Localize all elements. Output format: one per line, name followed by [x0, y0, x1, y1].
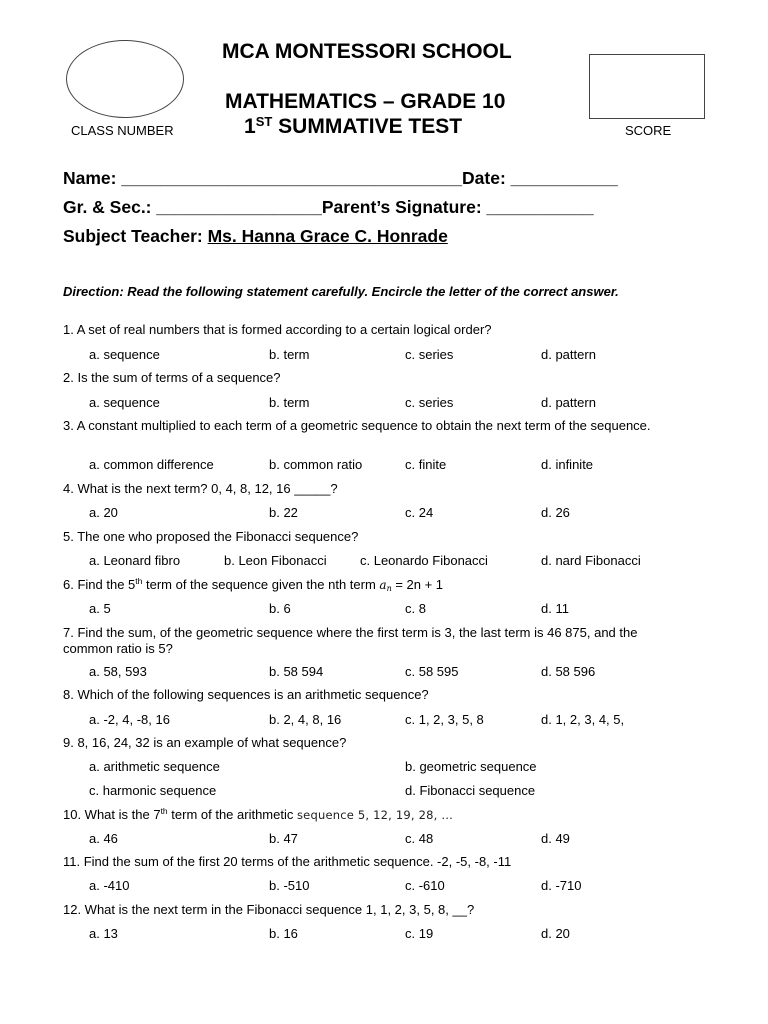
question-4: 4. What is the next term? 0, 4, 8, 12, 16 _____?: [63, 481, 338, 496]
option-2a[interactable]: a. sequence: [89, 395, 160, 410]
question-2: 2. Is the sum of terms of a sequence?: [63, 370, 281, 385]
school-name: MCA MONTESSORI SCHOOL: [222, 40, 512, 63]
name-label: Name:: [63, 168, 117, 188]
grade-row: [63, 197, 594, 218]
q6-text-pre: 6. Find the 5: [63, 577, 136, 592]
grade-line[interactable]: _________________: [156, 197, 322, 217]
q6-math-sub: n: [386, 584, 392, 593]
option-1d[interactable]: d. pattern: [541, 347, 596, 362]
option-1b[interactable]: b. term: [269, 347, 310, 362]
option-5a[interactable]: a. Leonard fibro: [89, 553, 181, 568]
question-9: 9. 8, 16, 24, 32 is an example of what sequence?: [63, 735, 347, 750]
q10-text-mid: term of the arithmetic: [167, 807, 297, 822]
question-5: 5. The one who proposed the Fibonacci sequence?: [63, 529, 359, 544]
option-9b[interactable]: b. geometric sequence: [405, 759, 537, 774]
option-10d[interactable]: d. 49: [541, 831, 570, 846]
option-6c[interactable]: c. 8: [405, 601, 426, 616]
date-label: Date:: [462, 168, 506, 188]
question-3: 3. A constant multiplied to each term of a geometric sequence to obtain the next term of the sequence.: [63, 418, 651, 433]
option-8c[interactable]: c. 1, 2, 3, 5, 8: [405, 712, 484, 727]
option-8a[interactable]: a. -2, 4, -8, 16: [89, 712, 170, 727]
option-3c[interactable]: c. finite: [405, 457, 447, 472]
teacher-row: [63, 226, 448, 247]
q10-text-pre: 10. What is the 7: [63, 807, 161, 822]
option-1a[interactable]: a. sequence: [89, 347, 160, 362]
option-11a[interactable]: a. -410: [89, 878, 130, 893]
option-2d[interactable]: d. pattern: [541, 395, 596, 410]
test-number-suffix: ST: [255, 114, 273, 129]
option-11c[interactable]: c. -610: [405, 878, 445, 893]
q10-sup: th: [160, 806, 168, 816]
option-3b[interactable]: b. common ratio: [269, 457, 363, 472]
teacher-label: Subject Teacher:: [63, 226, 203, 246]
date-line[interactable]: ___________: [510, 168, 618, 188]
parent-signature-label: Parent’s Signature:: [321, 197, 482, 217]
option-6a[interactable]: a. 5: [89, 601, 111, 616]
option-11b[interactable]: b. -510: [269, 878, 310, 893]
option-3a[interactable]: a. common difference: [89, 457, 214, 472]
option-7c[interactable]: c. 58 595: [405, 664, 459, 679]
option-6b[interactable]: b. 6: [269, 601, 291, 616]
option-3d[interactable]: d. infinite: [541, 457, 594, 472]
score-box: [589, 54, 705, 119]
subject-title: MATHEMATICS – GRADE 10: [225, 90, 506, 113]
teacher-name: Ms. Hanna Grace C. Honrade: [207, 226, 448, 246]
option-2c[interactable]: c. series: [405, 395, 454, 410]
class-number-oval: [66, 40, 184, 118]
option-5b[interactable]: b. Leon Fibonacci: [224, 553, 327, 568]
question-7: 7. Find the sum, of the geometric sequence where the first term is 3, the last term is 46 875, and the common ratio is 5?: [63, 625, 638, 656]
q6-text-post: = 2n + 1: [391, 577, 444, 592]
option-1c[interactable]: c. series: [405, 347, 454, 362]
option-7b[interactable]: b. 58 594: [269, 664, 324, 679]
option-10a[interactable]: a. 46: [89, 831, 118, 846]
option-8b[interactable]: b. 2, 4, 8, 16: [269, 712, 342, 727]
test-number: 1: [244, 115, 256, 138]
option-7a[interactable]: a. 58, 593: [89, 664, 147, 679]
grade-label: Gr. & Sec.:: [63, 197, 152, 217]
q6-text-mid: term of the sequence given the nth term: [142, 577, 380, 592]
option-12a[interactable]: a. 13: [89, 926, 118, 941]
option-2b[interactable]: b. term: [269, 395, 310, 410]
option-4d[interactable]: d. 26: [541, 505, 570, 520]
option-11d[interactable]: d. -710: [541, 878, 582, 893]
question-1: 1. A set of real numbers that is formed according to a certain logical order?: [63, 322, 492, 337]
class-number-label: CLASS NUMBER: [71, 123, 174, 138]
question-6: [63, 577, 683, 594]
option-9a[interactable]: a. arithmetic sequence: [89, 759, 220, 774]
question-10: [63, 807, 683, 824]
question-12: 12. What is the next term in the Fibonacci sequence 1, 1, 2, 3, 5, 8, __?: [63, 902, 475, 917]
option-4a[interactable]: a. 20: [89, 505, 118, 520]
parent-signature-line[interactable]: ___________: [486, 197, 594, 217]
test-title: [244, 114, 462, 139]
option-7d[interactable]: d. 58 596: [541, 664, 596, 679]
option-9d[interactable]: d. Fibonacci sequence: [405, 783, 536, 798]
option-4c[interactable]: c. 24: [405, 505, 434, 520]
option-12c[interactable]: c. 19: [405, 926, 434, 941]
option-9c[interactable]: c. harmonic sequence: [89, 783, 217, 798]
option-12b[interactable]: b. 16: [269, 926, 298, 941]
score-label: SCORE: [625, 123, 672, 138]
option-6d[interactable]: d. 11: [541, 601, 569, 616]
option-5c[interactable]: c. Leonardo Fibonacci: [360, 553, 488, 568]
name-row: [63, 168, 618, 189]
direction-text: Direction: Read the following statement carefully. Encircle the letter of the correct answer.: [63, 284, 619, 299]
question-8: 8. Which of the following sequences is an arithmetic sequence?: [63, 687, 429, 702]
q6-math-a: a: [379, 578, 387, 592]
option-12d[interactable]: d. 20: [541, 926, 570, 941]
test-name: SUMMATIVE TEST: [278, 115, 463, 138]
option-10b[interactable]: b. 47: [269, 831, 298, 846]
option-8d[interactable]: d. 1, 2, 3, 4, 5,: [541, 712, 625, 727]
q6-sup: th: [135, 576, 143, 586]
option-5d[interactable]: d. nard Fibonacci: [541, 553, 641, 568]
option-4b[interactable]: b. 22: [269, 505, 298, 520]
q10-text-post: sequence 5, 12, 19, 28, …: [296, 808, 454, 822]
question-11: 11. Find the sum of the first 20 terms of the arithmetic sequence. -2, -5, -8, -11: [63, 854, 512, 869]
name-line[interactable]: ___________________________________: [121, 168, 463, 188]
q6-math-term: [379, 578, 391, 592]
option-10c[interactable]: c. 48: [405, 831, 434, 846]
